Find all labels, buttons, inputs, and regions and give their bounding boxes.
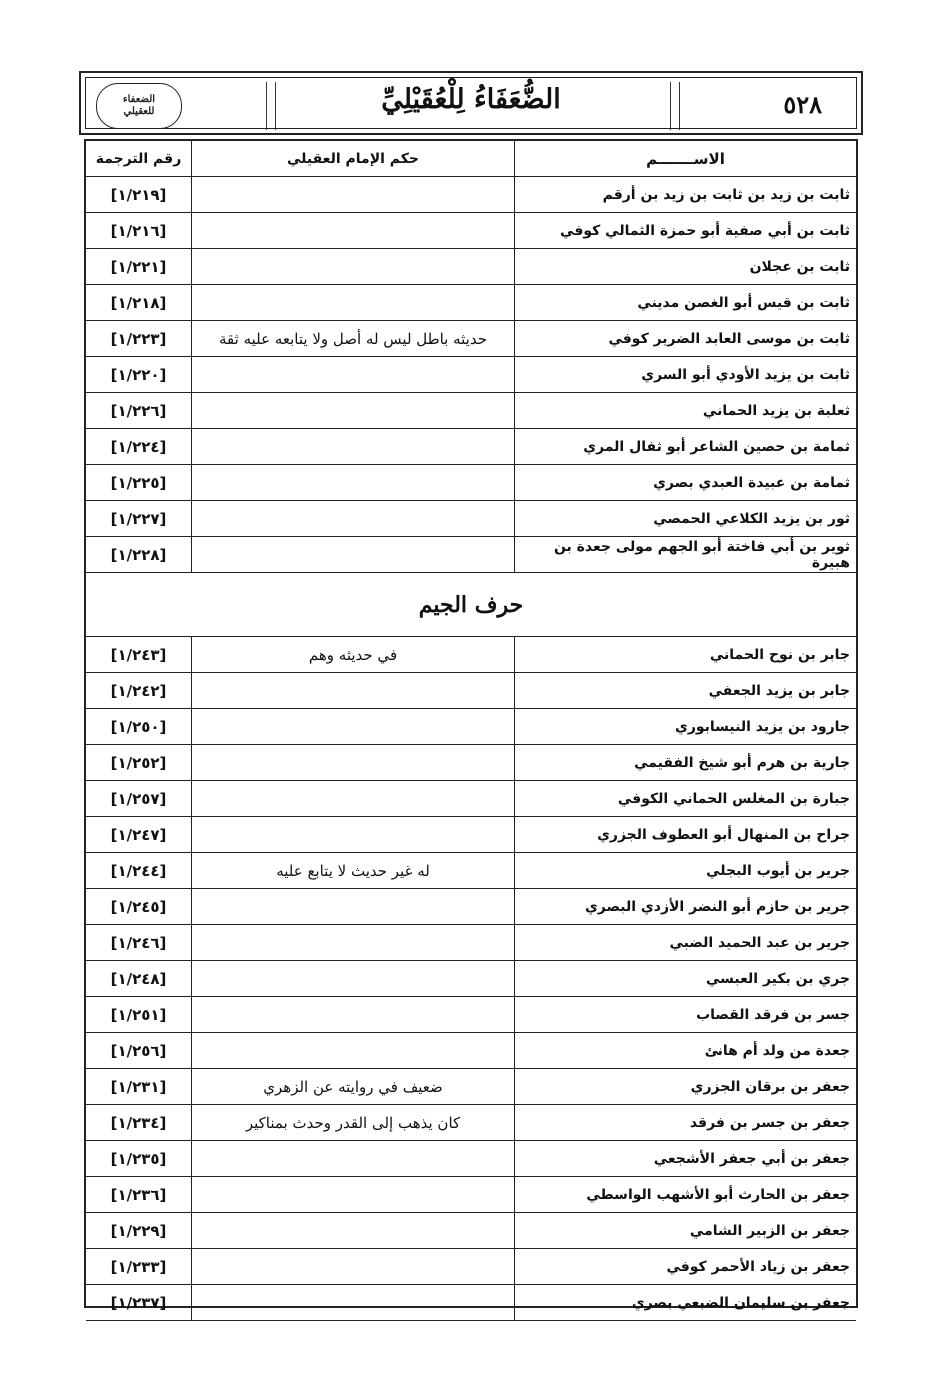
narrator-name: ثابت بن قيس أبو الغصن مديني	[637, 294, 850, 311]
table-row	[86, 925, 856, 961]
table-row	[86, 321, 856, 357]
narrator-name: جعفر بن الحارث أبو الأشهب الواسطي	[586, 1186, 850, 1203]
reference-number: [١/٢٣٥]	[86, 1141, 192, 1176]
narrators-table	[84, 139, 858, 1312]
table-row	[86, 637, 856, 673]
table-row	[86, 465, 856, 501]
narrator-name: جرير بن حازم أبو النضر الأزدي البصري	[584, 898, 850, 915]
reference-number: [١/٢٤٥]	[86, 889, 192, 924]
narrator-name: جري بن بكير العبسي	[705, 970, 850, 987]
reference-number: [١/٢٢٦]	[86, 393, 192, 428]
narrator-name: جابر بن يزيد الجعفي	[708, 682, 850, 699]
reference-number: [١/٢٢٣]	[86, 321, 192, 356]
reference-number: [١/٢٢١]	[86, 249, 192, 284]
reference-number: [١/٢٥٠]	[86, 709, 192, 744]
narrator-name: جعدة من ولد أم هانئ	[704, 1042, 850, 1059]
ruling-text	[192, 213, 515, 248]
reference-number: [١/٢٤٨]	[86, 961, 192, 996]
column-header-name: الاســـــــم	[646, 149, 725, 168]
reference-number: [١/٢٥٧]	[86, 781, 192, 816]
table-row	[86, 285, 856, 321]
ruling-text	[192, 393, 515, 428]
table-row	[86, 961, 856, 997]
ruling-text	[192, 961, 515, 996]
reference-number: [١/٢٤٤]	[86, 853, 192, 888]
reference-number: [١/٢٣٤]	[86, 1105, 192, 1140]
ruling-text	[192, 177, 515, 212]
ruling-text	[192, 501, 515, 536]
table-row	[86, 889, 856, 925]
narrator-name: جارية بن هرم أبو شيخ الفقيمي	[634, 754, 850, 771]
narrator-name: ثعلبة بن يزيد الحماني	[702, 402, 850, 419]
book-title: الضُّعَفَاءُ لِلْعُقَيْلِيِّ	[381, 84, 561, 115]
ruling-text	[192, 889, 515, 924]
column-header-ruling: حكم الإمام العقيلي	[192, 141, 515, 176]
narrator-name: جسر بن فرقد القصاب	[696, 1006, 850, 1023]
narrator-name: جعفر بن زياد الأحمر كوفي	[666, 1258, 850, 1275]
narrator-name: ثابت بن عجلان	[749, 258, 850, 275]
ruling-text	[192, 817, 515, 852]
reference-number: [١/٢٣١]	[86, 1069, 192, 1104]
ruling-text	[192, 745, 515, 780]
ruling-text	[192, 997, 515, 1032]
ruling-text	[192, 537, 515, 572]
seal-line: للعقيلي	[123, 106, 155, 117]
narrator-name: ثابت بن يزيد الأودي أبو السري	[641, 366, 850, 383]
narrator-name: جعفر بن جسر بن فرقد	[689, 1114, 850, 1131]
narrator-name: ثمامة بن عبيدة العبدي بصري	[653, 474, 850, 491]
table-row	[86, 1285, 856, 1321]
reference-number: [١/٢٣٦]	[86, 1177, 192, 1212]
reference-number: [١/٢٤٧]	[86, 817, 192, 852]
page-number: ٥٢٨	[783, 90, 822, 119]
ruling-text	[192, 925, 515, 960]
section-heading: حرف الجيم	[86, 573, 856, 637]
ruling-text	[192, 1249, 515, 1284]
column-header-ref: رقم الترجمة	[86, 141, 192, 176]
ruling-text: في حديثه وهم	[192, 637, 515, 672]
ruling-text	[192, 781, 515, 816]
narrator-name: جرير بن عبد الحميد الضبي	[669, 934, 850, 951]
reference-number: [١/٢١٩]	[86, 177, 192, 212]
ruling-text	[192, 673, 515, 708]
table-row	[86, 393, 856, 429]
narrator-name: ثمامة بن حصين الشاعر أبو ثفال المري	[583, 438, 850, 455]
narrator-name: ثوير بن أبي فاختة أبو الجهم مولى جعدة بن هبيرة	[553, 538, 850, 571]
reference-number: [١/٢٤٢]	[86, 673, 192, 708]
ruling-text	[192, 1285, 515, 1320]
table-row	[86, 1105, 856, 1141]
narrator-name: جعفر بن سليمان الضبعي بصري	[631, 1294, 850, 1311]
reference-number: [١/٢٤٣]	[86, 637, 192, 672]
table-row	[86, 781, 856, 817]
ruling-text	[192, 249, 515, 284]
ruling-text	[192, 465, 515, 500]
table-row	[86, 745, 856, 781]
narrator-name: ثور بن يزيد الكلاعي الحمصي	[653, 510, 850, 527]
table-row	[86, 213, 856, 249]
reference-number: [١/٢٢٤]	[86, 429, 192, 464]
ruling-text	[192, 429, 515, 464]
seal-line: الضعفاء	[122, 94, 156, 105]
reference-number: [١/٢١٦]	[86, 213, 192, 248]
ruling-text	[192, 709, 515, 744]
narrator-name: ثابت بن موسى العابد الضرير كوفي	[608, 330, 850, 347]
table-row	[86, 1033, 856, 1069]
table-row	[86, 673, 856, 709]
ruling-text: ضعيف في روايته عن الزهري	[192, 1069, 515, 1104]
ruling-text	[192, 285, 515, 320]
table-row	[86, 537, 856, 573]
table-row	[86, 997, 856, 1033]
reference-number: [١/٢٢٨]	[86, 537, 192, 572]
table-row	[86, 853, 856, 889]
reference-number: [١/٢١٨]	[86, 285, 192, 320]
reference-number: [١/٢٥٦]	[86, 1033, 192, 1068]
narrator-name: جعفر بن أبي جعفر الأشجعي	[653, 1150, 850, 1167]
table-row	[86, 1069, 856, 1105]
table-header-row	[86, 141, 856, 177]
narrator-name: جبارة بن المغلس الحماني الكوفي	[617, 790, 850, 807]
table-row	[86, 177, 856, 213]
reference-number: [١/٢٥١]	[86, 997, 192, 1032]
narrator-name: جابر بن نوح الحماني	[709, 646, 850, 663]
ruling-text	[192, 1033, 515, 1068]
page-header	[79, 71, 863, 135]
table-row	[86, 429, 856, 465]
narrator-name: ثابت بن أبي صفية أبو حمزة الثمالي كوفي	[560, 222, 850, 239]
ruling-text	[192, 1177, 515, 1212]
reference-number: [١/٢٤٦]	[86, 925, 192, 960]
table-row	[86, 1213, 856, 1249]
table-row	[86, 249, 856, 285]
table-row	[86, 1141, 856, 1177]
reference-number: [١/٢٥٢]	[86, 745, 192, 780]
reference-number: [١/٢٢٥]	[86, 465, 192, 500]
narrator-name: جعفر بن الزبير الشامي	[689, 1222, 850, 1239]
ruling-text: كان يذهب إلى القدر وحدث بمناكير	[192, 1105, 515, 1140]
table-row	[86, 817, 856, 853]
ruling-text	[192, 1213, 515, 1248]
narrator-name: ثابت بن زيد بن ثابت بن زيد بن أرقم	[602, 186, 850, 203]
narrator-name: جرير بن أيوب البجلي	[706, 862, 850, 879]
table-row	[86, 709, 856, 745]
narrator-name: جارود بن يزيد النيسابوري	[675, 718, 850, 735]
reference-number: [١/٢٢٧]	[86, 501, 192, 536]
table-row	[86, 1249, 856, 1285]
reference-number: [١/٢٣٧]	[86, 1285, 192, 1320]
ruling-text: له غير حديث لا يتابع عليه	[192, 853, 515, 888]
narrator-name: جراح بن المنهال أبو العطوف الجزري	[597, 826, 850, 843]
ruling-text: حديثه باطل ليس له أصل ولا يتابعه عليه ثقة	[192, 321, 515, 356]
narrator-name: جعفر بن برقان الجزري	[690, 1078, 850, 1095]
ruling-text	[192, 357, 515, 392]
table-row	[86, 357, 856, 393]
header-frame	[85, 77, 857, 129]
reference-number: [١/٢٢٩]	[86, 1213, 192, 1248]
ruling-text	[192, 1141, 515, 1176]
table-row	[86, 501, 856, 537]
table-row	[86, 1177, 856, 1213]
reference-number: [١/٢٣٣]	[86, 1249, 192, 1284]
reference-number: [١/٢٢٠]	[86, 357, 192, 392]
